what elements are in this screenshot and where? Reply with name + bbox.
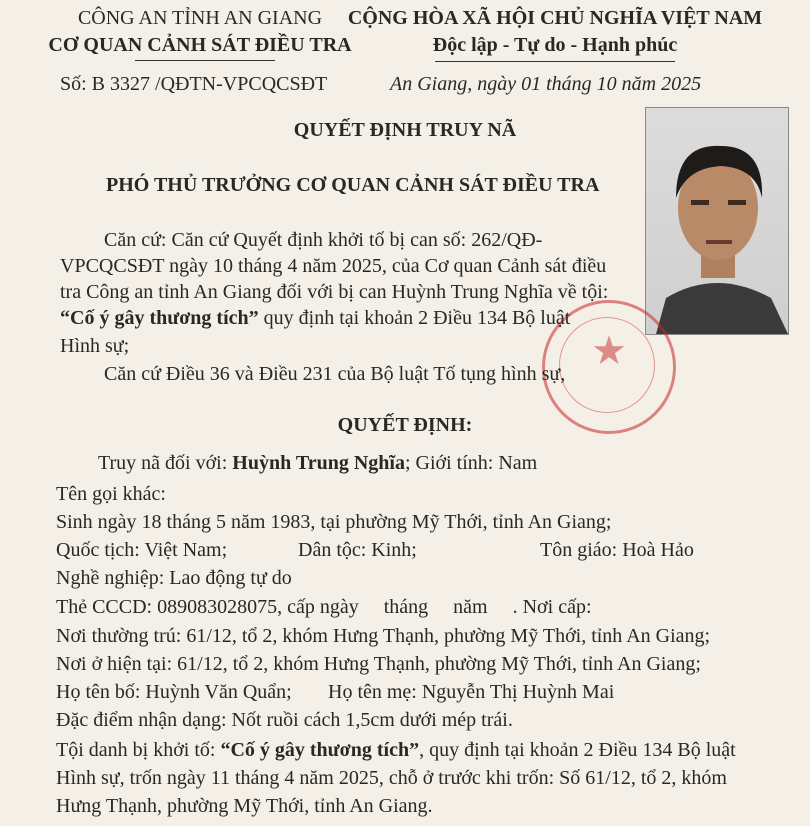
basis-line: tra Công an tỉnh An Giang đối với bị can Huỳnh Trung Nghĩa về tội: (60, 281, 609, 303)
birth: Sinh ngày 18 tháng 5 năm 1983, tại phường Mỹ Thới, tỉnh An Giang; (56, 511, 612, 533)
agency-line1: CÔNG AN TỈNH AN GIANG (77, 7, 323, 29)
current-address: Nơi ở hiện tại: 61/12, tổ 2, khóm Hưng Thạnh, phường Mỹ Thới, tỉnh An Giang; (56, 653, 701, 675)
charge-name: “Cố ý gây thương tích” (220, 739, 420, 761)
official-seal: ★ (542, 300, 676, 434)
permanent-address: Nơi thường trú: 61/12, tổ 2, khóm Hưng Thạnh, phường Mỹ Thới, tỉnh An Giang; (56, 625, 711, 647)
motto: Độc lập - Tự do - Hạnh phúc (432, 34, 678, 56)
charge-line: Hưng Thạnh, phường Mỹ Thới, tỉnh An Giang. (56, 795, 433, 817)
divider (435, 61, 675, 62)
place-date: An Giang, ngày 01 tháng 10 năm 2025 (390, 73, 702, 95)
identifying-marks: Đặc điểm nhận dạng: Nốt ruồi cách 1,5cm dưới mép trái. (56, 709, 513, 731)
father-name: Họ tên bố: Huỳnh Văn Quẩn; (56, 681, 292, 703)
alias: Tên gọi khác: (56, 483, 166, 505)
id-card: Thẻ CCCD: 089083028075, cấp ngày tháng năm . Nơi cấp: (56, 596, 592, 618)
basis-line: Căn cứ: Căn cứ Quyết định khởi tố bị can số: 262/QĐ- (104, 229, 543, 251)
label: Truy nã đối với: (98, 452, 233, 474)
charge-text: , quy định tại khoản 2 Điều 134 Bộ luật (419, 739, 736, 761)
charge-name: “Cố ý gây thương tích” (60, 307, 259, 329)
ethnicity: Dân tộc: Kinh; (298, 539, 417, 561)
document-number: Số: B 3327 /QĐTN-VPCQCSĐT (60, 73, 328, 95)
decision-heading: QUYẾT ĐỊNH: (337, 414, 473, 436)
basis-line: Hình sự; (60, 335, 130, 357)
nationality: Quốc tịch: Việt Nam; (56, 539, 228, 561)
nation-name: CỘNG HÒA XÃ HỘI CHỦ NGHĨA VIỆT NAM (347, 7, 763, 29)
wanted-line (98, 451, 537, 475)
basis-line: VPCQCSĐT ngày 10 tháng 4 năm 2025, của Cơ quan Cảnh sát điều (60, 255, 607, 277)
occupation: Nghề nghiệp: Lao động tự do (56, 567, 292, 589)
charge-line (56, 738, 736, 762)
suspect-name: Huỳnh Trung Nghĩa (232, 452, 405, 474)
basis-line (60, 306, 570, 330)
religion: Tôn giáo: Hoà Hảo (540, 539, 694, 561)
label: Tội danh bị khởi tố: (56, 739, 221, 761)
divider (135, 60, 275, 61)
charge-line: Hình sự, trốn ngày 11 tháng 4 năm 2025, chỗ ở trước khi trốn: Số 61/12, tổ 2, khóm (56, 767, 727, 789)
agency-line2: CƠ QUAN CẢNH SÁT ĐIỀU TRA (48, 34, 352, 56)
gender: ; Giới tính: Nam (404, 452, 538, 474)
mother-name: Họ tên mẹ: Nguyễn Thị Huỳnh Mai (328, 681, 615, 703)
basis-text: quy định tại khoản 2 Điều 134 Bộ luật (258, 307, 571, 329)
document-title: QUYẾT ĐỊNH TRUY NÃ (293, 119, 517, 141)
basis-line: Căn cứ Điều 36 và Điều 231 của Bộ luật Tố tụng hình sự, (104, 363, 566, 385)
issuer-title: PHÓ THỦ TRƯỞNG CƠ QUAN CẢNH SÁT ĐIỀU TRA (106, 174, 600, 196)
